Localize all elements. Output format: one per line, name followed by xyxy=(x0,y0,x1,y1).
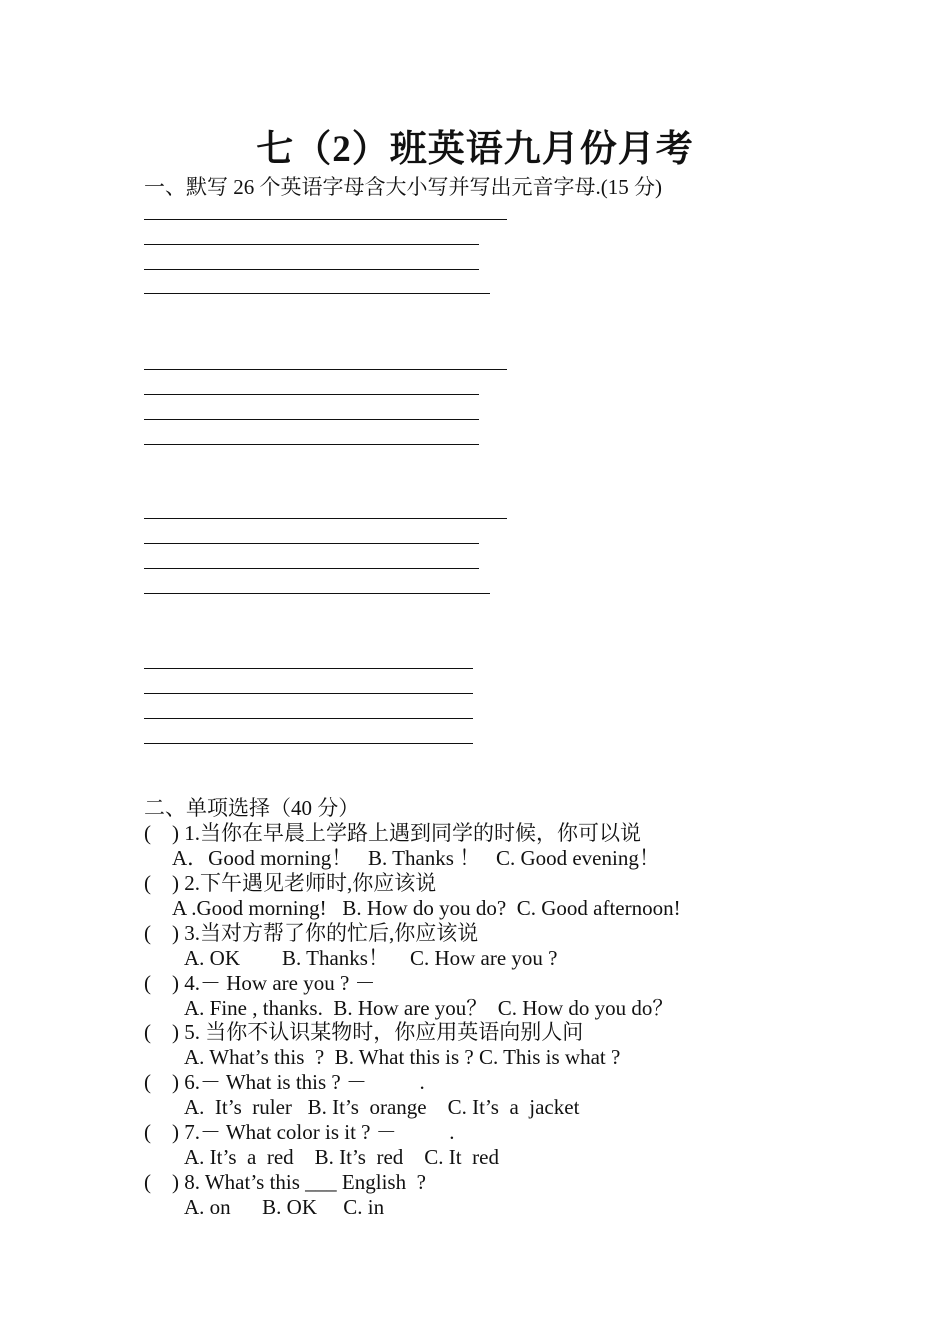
writing-blank[interactable] xyxy=(144,568,479,569)
question-8-prompt: ( ) 8. What’s this ___ English ? xyxy=(144,1170,426,1194)
writing-blank[interactable] xyxy=(144,419,479,420)
question-5-prompt: ( ) 5. 当你不认识某物时，你应用英语向别人问 xyxy=(144,1020,584,1044)
writing-blank[interactable] xyxy=(144,518,507,519)
question-1-prompt: ( ) 1.当你在早晨上学路上遇到同学的时候，你可以说 xyxy=(144,821,641,845)
question-2-options: A .Good morning! B. How do you do? C. Good afternoon! xyxy=(172,896,681,920)
question-3-options: A. OK B. Thanks！ C. How are you ? xyxy=(184,946,558,970)
section-2-heading: 二、单项选择（40 分） xyxy=(144,796,360,820)
question-7-options: A. It’s a red B. It’s red C. It red xyxy=(184,1145,499,1169)
question-1-options: A．Good morning！ B. Thanks ！ C. Good evening！ xyxy=(172,846,660,870)
question-4-prompt: ( ) 4.－ How are you ? － xyxy=(144,971,376,995)
writing-blank[interactable] xyxy=(144,444,479,445)
writing-blank[interactable] xyxy=(144,369,507,370)
writing-blank[interactable] xyxy=(144,693,473,694)
writing-blank[interactable] xyxy=(144,244,479,245)
writing-blank[interactable] xyxy=(144,394,479,395)
writing-blank[interactable] xyxy=(144,743,473,744)
question-8-options: A. on B. OK C. in xyxy=(184,1195,385,1219)
question-5-options: A. What’s this ? B. What this is ? C. This is what ? xyxy=(184,1045,621,1069)
page-title: 七（2）班英语九月份月考 xyxy=(256,129,694,170)
writing-blank[interactable] xyxy=(144,269,479,270)
question-2-prompt: ( ) 2.下午遇见老师时,你应该说 xyxy=(144,871,437,895)
question-6-prompt: ( ) 6.－ What is this ? － . xyxy=(144,1070,425,1094)
question-6-options: A. It’s ruler B. It’s orange C. It’s a jacket xyxy=(184,1095,580,1119)
writing-blank[interactable] xyxy=(144,593,490,594)
writing-blank[interactable] xyxy=(144,718,473,719)
writing-blank[interactable] xyxy=(144,543,479,544)
section-1-heading: 一、默写 26 个英语字母含大小写并写出元音字母.(15 分) xyxy=(144,175,662,199)
writing-blank[interactable] xyxy=(144,219,507,220)
question-4-options: A. Fine , thanks. B. How are you？ C. How do you do？ xyxy=(184,996,674,1020)
writing-blank[interactable] xyxy=(144,293,490,294)
question-7-prompt: ( ) 7.－ What color is it ? － . xyxy=(144,1120,455,1144)
question-3-prompt: ( ) 3.当对方帮了你的忙后,你应该说 xyxy=(144,921,479,945)
writing-blank[interactable] xyxy=(144,668,473,669)
